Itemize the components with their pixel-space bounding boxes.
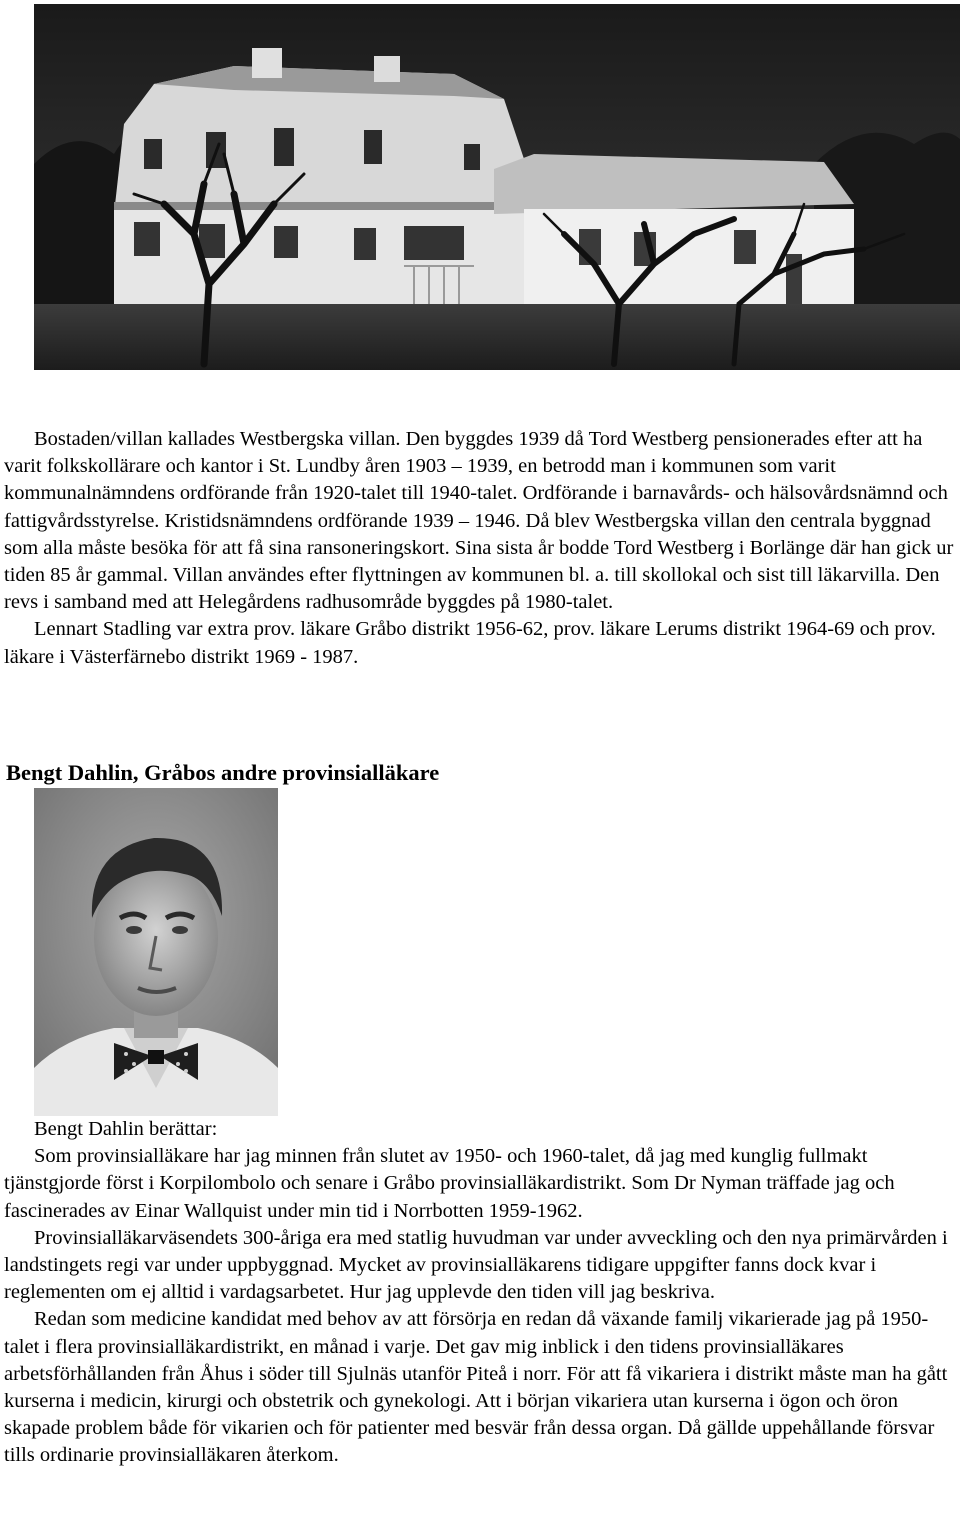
villa-paragraph: Bostaden/villan kallades Westbergska villan. Den byggdes 1939 då Tord Westberg pensionerades efter att ha varit folkskollärare och kantor i St. Lundby åren 1903 – 1939, en betrodd man i kommunen som varit kommunalnämndens ordförande från 1920-talet till 1940-talet. Ordförande i barnavårds- och hälsovårdsnämnd och fattigvårdsstyrelse. Kristidsnämndens ordförande 1939 – 1946. Då blev Westbergska villan den centrala byggnad som alla måste besöka för att få sina ransoneringskort. Sina sista år bodde Tord Westberg i Borlänge där han gick ur tiden 85 år gammal. Villan användes efter flyttningen av kommunen bl. a. till skollokal och sist till läkarvilla. Den revs i samband med att Helegårdens radhusområde byggdes på 1980-talet. <box>4 428 954 614</box>
dahlin-text-section <box>4 1116 956 1470</box>
dahlin-paragraph: Som provinsialläkare har jag minnen från slutet av 1950- och 1960-talet, då jag med kunglig fullmakt tjänstgjorde först i Korpilombolo och senare i Gråbo provinsialläkardistrikt. Som Dr Nyman träffade jag och fascinerades av Einar Wallquist under min tid i Norrbotten 1959-1962. <box>4 1145 895 1222</box>
villa-text-section <box>4 426 956 671</box>
house-photo <box>34 4 960 370</box>
house-photo-drawing <box>34 4 960 370</box>
portrait-photo <box>34 788 278 1116</box>
section-heading: Bengt Dahlin, Gråbos andre provinsialläkare <box>6 760 440 785</box>
portrait-photo-drawing <box>34 788 278 1116</box>
dahlin-paragraph: Provinsialläkarväsendets 300-åriga era med statlig huvudman var under avveckling och den nya primärvården i landstingets regi var under uppbyggnad. Mycket av provinsialläkarens tidigare uppgifter fanns dock kvar i reglementen om ej alltid i vardagsarbetet. Hur jag upplevde den tiden vill jag beskriva. <box>4 1226 948 1304</box>
villa-paragraph: Lennart Stadling var extra prov. läkare Gråbo distrikt 1956-62, prov. läkare Lerums distrikt 1964-69 och prov. läkare i Västerfärnebo distrikt 1969 - 1987. <box>4 618 936 668</box>
dahlin-paragraph: Redan som medicine kandidat med behov av att försörja en redan då växande familj vikarierade jag på 1950-talet i flera provinsialläkardistrikt, en månad i varje. Det gav mig inblick i den tidens provinsialläkares arbetsförhållanden från Åhus i söder till Sjulnäs utanför Piteå i norr. För att få vikariera i distrikt måste man ha gått kurserna i medicin, kirurgi och obstetrik och gynekologi. Att i början vikariera utan kurserna i ögon och öron skapade problem både för vikarien och för patienter med besvär från dessa organ. Då gällde uppehållande försvar tills ordinarie provinsialläkaren återkom. <box>4 1308 948 1467</box>
dahlin-intro: Bengt Dahlin berättar: <box>34 1118 218 1140</box>
